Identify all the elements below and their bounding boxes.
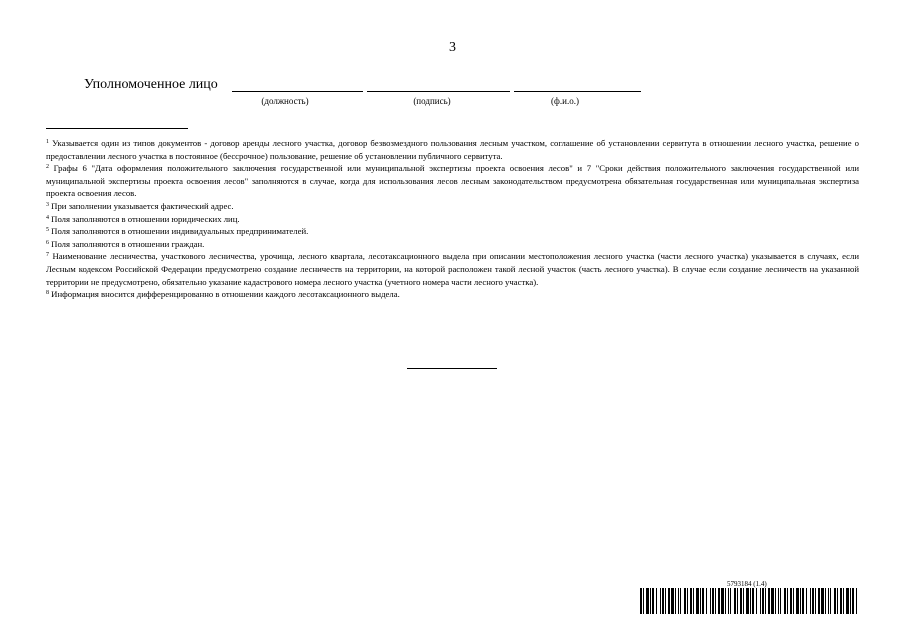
barcode-bar (652, 588, 654, 614)
barcode-bar (762, 588, 764, 614)
barcode-bar (790, 588, 792, 614)
barcode-bar (806, 588, 807, 614)
footnote-text: При заполнении указывается фактический адрес. (51, 200, 234, 211)
barcode-bar (796, 588, 799, 614)
barcode-bar (684, 588, 686, 614)
barcode-bar (828, 588, 829, 614)
footnote-text: Поля заполняются в отношении граждан. (51, 238, 205, 249)
barcode-bar (760, 588, 761, 614)
footnote (46, 162, 859, 200)
footnote-number: 1 (46, 139, 49, 145)
footnote-number: 5 (46, 227, 49, 234)
barcode-icon (640, 588, 858, 614)
barcode-bar (778, 588, 779, 614)
barcode-bar (680, 588, 681, 614)
footnote (46, 225, 859, 238)
end-rule (407, 368, 497, 369)
barcode-bar (834, 588, 836, 614)
footnote (46, 137, 859, 162)
signature-label: Уполномоченное лицо (84, 77, 218, 92)
barcode-bar (693, 588, 694, 614)
footnote-number: 2 (46, 164, 49, 171)
barcode-bar (721, 588, 724, 614)
signature-line (367, 91, 510, 92)
barcode-bar (812, 588, 814, 614)
barcode-bar (662, 588, 664, 614)
barcode-bar (718, 588, 720, 614)
barcode-bar (830, 588, 831, 614)
barcode-bar (802, 588, 804, 614)
barcode-bar (712, 588, 714, 614)
barcode-bar (787, 588, 788, 614)
barcode-bar (846, 588, 849, 614)
barcode-bar (771, 588, 774, 614)
barcode-bar (728, 588, 729, 614)
barcode-bar (640, 588, 642, 614)
barcode-bar (856, 588, 857, 614)
barcode-bar (700, 588, 701, 614)
footnote-number: 7 (46, 252, 49, 259)
barcode-bar (750, 588, 751, 614)
position-caption: (должность) (261, 96, 309, 106)
barcode-bar (702, 588, 704, 614)
barcode-bar (740, 588, 742, 614)
barcode-bar (737, 588, 738, 614)
barcode-bar (710, 588, 711, 614)
barcode-bar (671, 588, 674, 614)
footnote (46, 250, 859, 288)
barcode-bar (840, 588, 842, 614)
barcode-bar (660, 588, 661, 614)
barcode-bar (752, 588, 754, 614)
footnote-text: Поля заполняются в отношении юридических лиц. (51, 213, 240, 224)
barcode-bar (852, 588, 854, 614)
footnote-text: Графы 6 "Дата оформления положительного заключения государственной или муниципальной экспертизы проекта освоения лесов" и 7 "Сроки действия положительного заключения государственной или муниципальной экспертизы проекта освоения лесов" заполняются в случае, когда для использования лесов лесным законодательством предусмотрена обязательная государственная или муниципальная экспертиза проекта освоения лесов. (46, 163, 860, 199)
barcode-bar (837, 588, 838, 614)
barcode-bar (646, 588, 649, 614)
footnote-text: Указывается один из типов документов - договор аренды лесного участка, договор безвозмездного пользования лесным участком, соглашение об установлении сервитута в отношении лесного участка, решение о предоставлении лесного участка в постоянное (бессрочное) пользование, решение об установлении публичного сервитута. (46, 138, 859, 161)
barcode-bar (687, 588, 688, 614)
barcode-bar (643, 588, 644, 614)
barcode-bar (678, 588, 679, 614)
footnote-number: 3 (46, 201, 49, 208)
barcode-bar (818, 588, 820, 614)
footnote-number: 8 (46, 290, 49, 297)
barcode-bar (793, 588, 794, 614)
barcode-bar (675, 588, 676, 614)
full-name-signature-line (514, 91, 641, 92)
full-name-caption: (ф.и.о.) (551, 96, 579, 106)
barcode-bar (650, 588, 651, 614)
barcode-bar (715, 588, 716, 614)
barcode-bar (668, 588, 670, 614)
barcode-label: 5793184 (1.4) (727, 580, 767, 588)
footnote-separator (46, 128, 188, 129)
footnote-text: Поля заполняются в отношении индивидуальных предпринимателей. (51, 226, 309, 237)
barcode-bar (696, 588, 699, 614)
barcode-bar (810, 588, 811, 614)
signature-caption: (подпись) (413, 96, 451, 106)
barcode-bar (843, 588, 844, 614)
footnote-number: 6 (46, 239, 49, 246)
footnote-number: 4 (46, 214, 49, 221)
barcode-bar (734, 588, 736, 614)
barcode-bar (706, 588, 707, 614)
barcode-bar (784, 588, 786, 614)
barcode-bar (768, 588, 770, 614)
barcode-bar (800, 588, 801, 614)
barcode-bar (743, 588, 744, 614)
footnote-text: Информация вносится дифференцированно в отношении каждого лесотаксационного выдела. (51, 289, 400, 300)
footnote-text: Наименование лесничества, участкового лесничества, урочища, лесного квартала, лесотаксационного выдела при описании местоположения лесного участка (части лесного участка) указывается в случаях, если Лесным кодексом Российской Федерации предусмотрено создание лесничеств на территории, на которой расположен такой лесной участок (часть лесного участка). В случае если создание лесничеств на указанной территории не предусмотрено, обязательно указание кадастрового номера лесного участка (учетного номера части лесного участка). (46, 251, 860, 287)
page-number: 3 (449, 40, 456, 55)
barcode-bar (665, 588, 666, 614)
barcode-bar (821, 588, 824, 614)
footnote (46, 200, 859, 213)
barcode-bar (780, 588, 781, 614)
position-signature-line (232, 91, 363, 92)
barcode-bar (656, 588, 657, 614)
barcode-bar (815, 588, 816, 614)
barcode-bar (725, 588, 726, 614)
footnote (46, 238, 859, 251)
barcode-bar (746, 588, 749, 614)
barcode-bar (765, 588, 766, 614)
barcode-bar (775, 588, 776, 614)
barcode-bar (730, 588, 731, 614)
barcode-bar (756, 588, 757, 614)
footnote (46, 213, 859, 226)
barcode-bar (690, 588, 692, 614)
footnotes (46, 137, 859, 301)
barcode-bar (850, 588, 851, 614)
footnote (46, 288, 859, 301)
barcode-bar (825, 588, 826, 614)
